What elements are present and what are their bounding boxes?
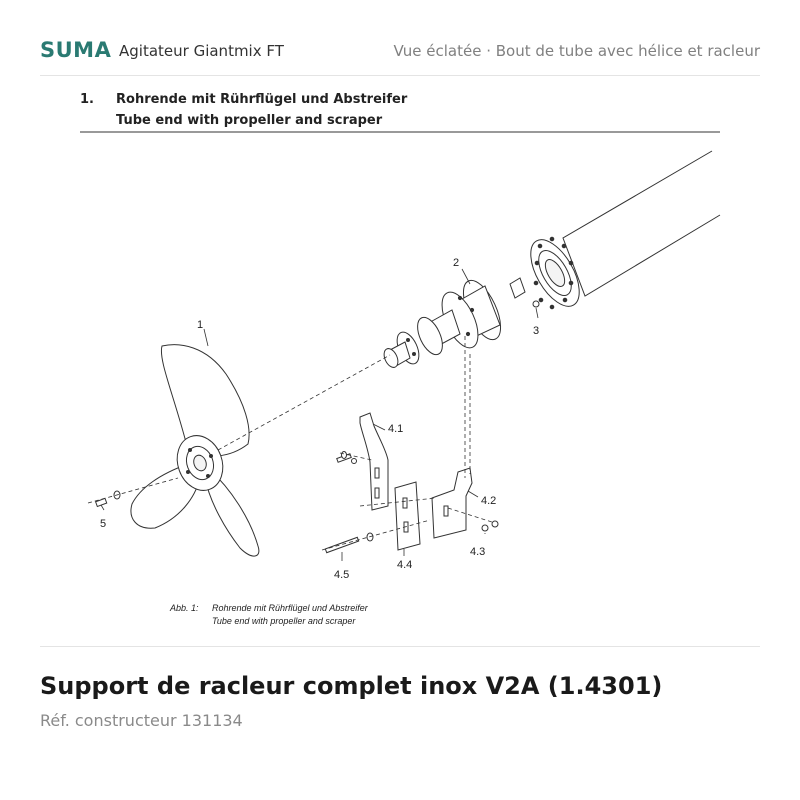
view-subtitle: Vue éclatée · Bout de tube avec hélice et racleur [393, 42, 760, 60]
caption-de: Rohrende mit Rührflügel und Abstreifer [212, 603, 368, 613]
caption-label: Abb. 1: [170, 603, 199, 613]
product-name: Agitateur Giantmix FT [119, 42, 284, 60]
callout-4-2: 4.2 [481, 495, 497, 507]
callout-4-1: 4.1 [388, 423, 404, 435]
callout-1: 1 [197, 319, 204, 331]
bracket-4-1-drawing [360, 413, 388, 510]
callout-2: 2 [453, 257, 460, 269]
tube-drawing [521, 151, 720, 314]
hub-assembly-drawing [381, 275, 525, 370]
brand-logo: SUMA [40, 38, 112, 62]
content-divider [40, 646, 760, 647]
caption-en: Tube end with propeller and scraper [212, 616, 356, 626]
callout-4-3: 4.3 [470, 546, 486, 558]
part-reference: Réf. constructeur 131134 [40, 711, 243, 730]
callout-3: 3 [533, 325, 540, 337]
propeller-drawing [131, 345, 259, 556]
part-title: Support de racleur complet inox V2A (1.4301) [40, 672, 663, 700]
callout-5: 5 [100, 518, 107, 530]
callout-4-4: 4.4 [397, 559, 413, 571]
doc-title-de: Rohrende mit Rührflügel und Abstreifer [116, 92, 408, 107]
exploded-view-drawing [40, 78, 760, 644]
plate-4-4-drawing [395, 482, 420, 550]
header-divider [40, 75, 760, 76]
doc-title-en: Tube end with propeller and scraper [116, 113, 383, 128]
page-header [40, 36, 760, 72]
doc-section-number: 1. [80, 92, 94, 107]
bracket-4-2-drawing [432, 468, 472, 538]
callout-4-5: 4.5 [334, 569, 350, 581]
